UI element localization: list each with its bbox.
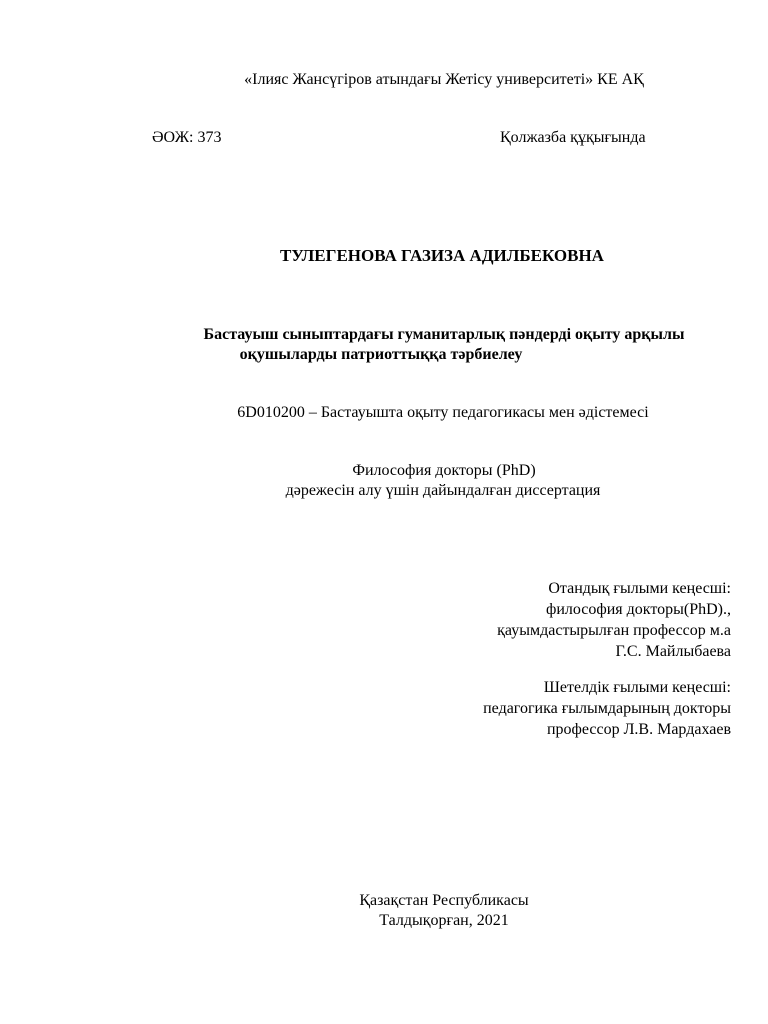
- thesis-title-line-2: оқушыларды патриоттыққа тәрбиелеу: [239, 346, 523, 363]
- domestic-advisor-name: Г.С. Майлыбаева: [615, 643, 731, 660]
- degree-line-1: Философия докторы (PhD): [352, 462, 536, 479]
- foreign-advisor-name: профессор Л.В. Мардахаев: [546, 721, 731, 738]
- foreign-advisor-degree: педагогика ғылымдарының докторы: [483, 700, 731, 717]
- domestic-advisor-block: [497, 578, 731, 662]
- specialty-code: 6D010200 – Бастауышта оқыту педагогикасы мен әдістемесі: [237, 404, 649, 421]
- institution-name: «Ілияс Жансүгіров атындағы Жетісу университеті» КЕ АҚ: [244, 71, 644, 88]
- udc-code: ӘОЖ: 373: [152, 129, 222, 146]
- manuscript-rights-note: Қолжазба құқығында: [500, 129, 646, 146]
- thesis-title-line-1: Бастауыш сыныптардағы гуманитарлық пәндерді оқыту арқылы: [203, 326, 685, 343]
- foreign-advisor-heading: Шетелдік ғылыми кеңесші:: [543, 679, 731, 696]
- degree-line-2: дәрежесін алу үшін дайындалған диссертация: [285, 482, 601, 499]
- domestic-advisor-degree: философия докторы(PhD).,: [545, 601, 731, 618]
- country-name: Қазақстан Республикасы: [359, 892, 529, 909]
- city-and-year: Талдықорған, 2021: [379, 912, 509, 929]
- domestic-advisor-title: қауымдастырылған профессор м.а: [497, 622, 731, 639]
- domestic-advisor-heading: Отандық ғылыми кеңесші:: [548, 580, 731, 597]
- author-name: ТУЛЕГЕНОВА ГАЗИЗА АДИЛБЕКОВНА: [280, 246, 604, 265]
- foreign-advisor-block: [483, 677, 731, 740]
